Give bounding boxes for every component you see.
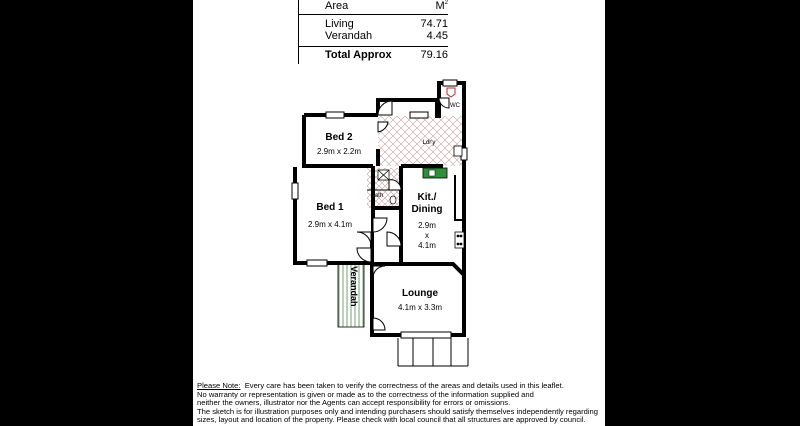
- note-line-3: neither the owners, illustrator nor the Agents can accept responsibility for errors or omissions.: [197, 398, 511, 408]
- area-row-value: 74.71: [420, 18, 448, 30]
- kitchen-size-1: 2.9m: [418, 221, 436, 230]
- bed2-name: Bed 2: [325, 132, 353, 143]
- area-unit-label: M: [435, 0, 445, 12]
- wc-toilet: [447, 88, 455, 97]
- area-total-label: Total Approx: [325, 49, 392, 61]
- stove-burner: [457, 235, 460, 238]
- verandah-name: Verandah: [349, 266, 359, 307]
- bed1-size: 2.9m x 4.1m: [307, 220, 353, 229]
- note-heading: Please Note:: [197, 381, 241, 390]
- kitchen-size-2: x: [425, 231, 429, 240]
- area-unit-sup: 2: [444, 0, 448, 6]
- wc-name: WC: [450, 103, 460, 109]
- area-row-value: 4.45: [426, 30, 448, 42]
- lounge-size: 4.1m x 3.3m: [397, 303, 443, 312]
- bed1-name: Bed 1: [316, 202, 344, 213]
- stove-burner: [460, 243, 463, 246]
- bath-name: Bath: [370, 193, 384, 199]
- laundry-tub: [454, 146, 462, 156]
- bed2-size: 2.9m x 2.2m: [316, 147, 362, 156]
- area-total-value: 79.16: [420, 49, 448, 61]
- note-line-5: sizes, layout and location of the property. Please check with local council that all structures are approved by council.: [197, 415, 586, 425]
- area-row-label: Verandah: [325, 30, 373, 42]
- floorplan-drawing: [193, 0, 605, 380]
- lounge-name: Lounge: [401, 288, 439, 299]
- laundry-name: Ldr'y: [422, 140, 436, 146]
- note-line-4: The sketch is for illustration purposes only and intending purchasers should satisfy themselves independently regarding: [197, 406, 599, 416]
- area-row-label: Living: [325, 18, 354, 30]
- stove-burner: [460, 235, 463, 238]
- shower: [378, 170, 389, 180]
- kitchen-name-1: Kit./: [417, 192, 437, 203]
- basin: [390, 196, 396, 204]
- front-steps: [398, 338, 468, 366]
- kitchen-size-3: 4.1m: [418, 241, 436, 250]
- stove-burner: [457, 243, 460, 246]
- laundry-floor: [378, 116, 462, 166]
- note-text: Every care has been taken to verify the correctness of the areas and details used in this leaflet.: [244, 381, 564, 390]
- note-line-2: No warranty or representation is given or made as to the correctness of the information supplied and: [197, 389, 534, 399]
- sink-bowl: [429, 170, 435, 176]
- stove: [455, 232, 464, 248]
- disclaimer-note: [197, 382, 601, 425]
- kitchen-name-2: Dining: [411, 204, 443, 215]
- floorplan-sheet: [193, 0, 605, 426]
- area-header-label: Area: [325, 0, 349, 12]
